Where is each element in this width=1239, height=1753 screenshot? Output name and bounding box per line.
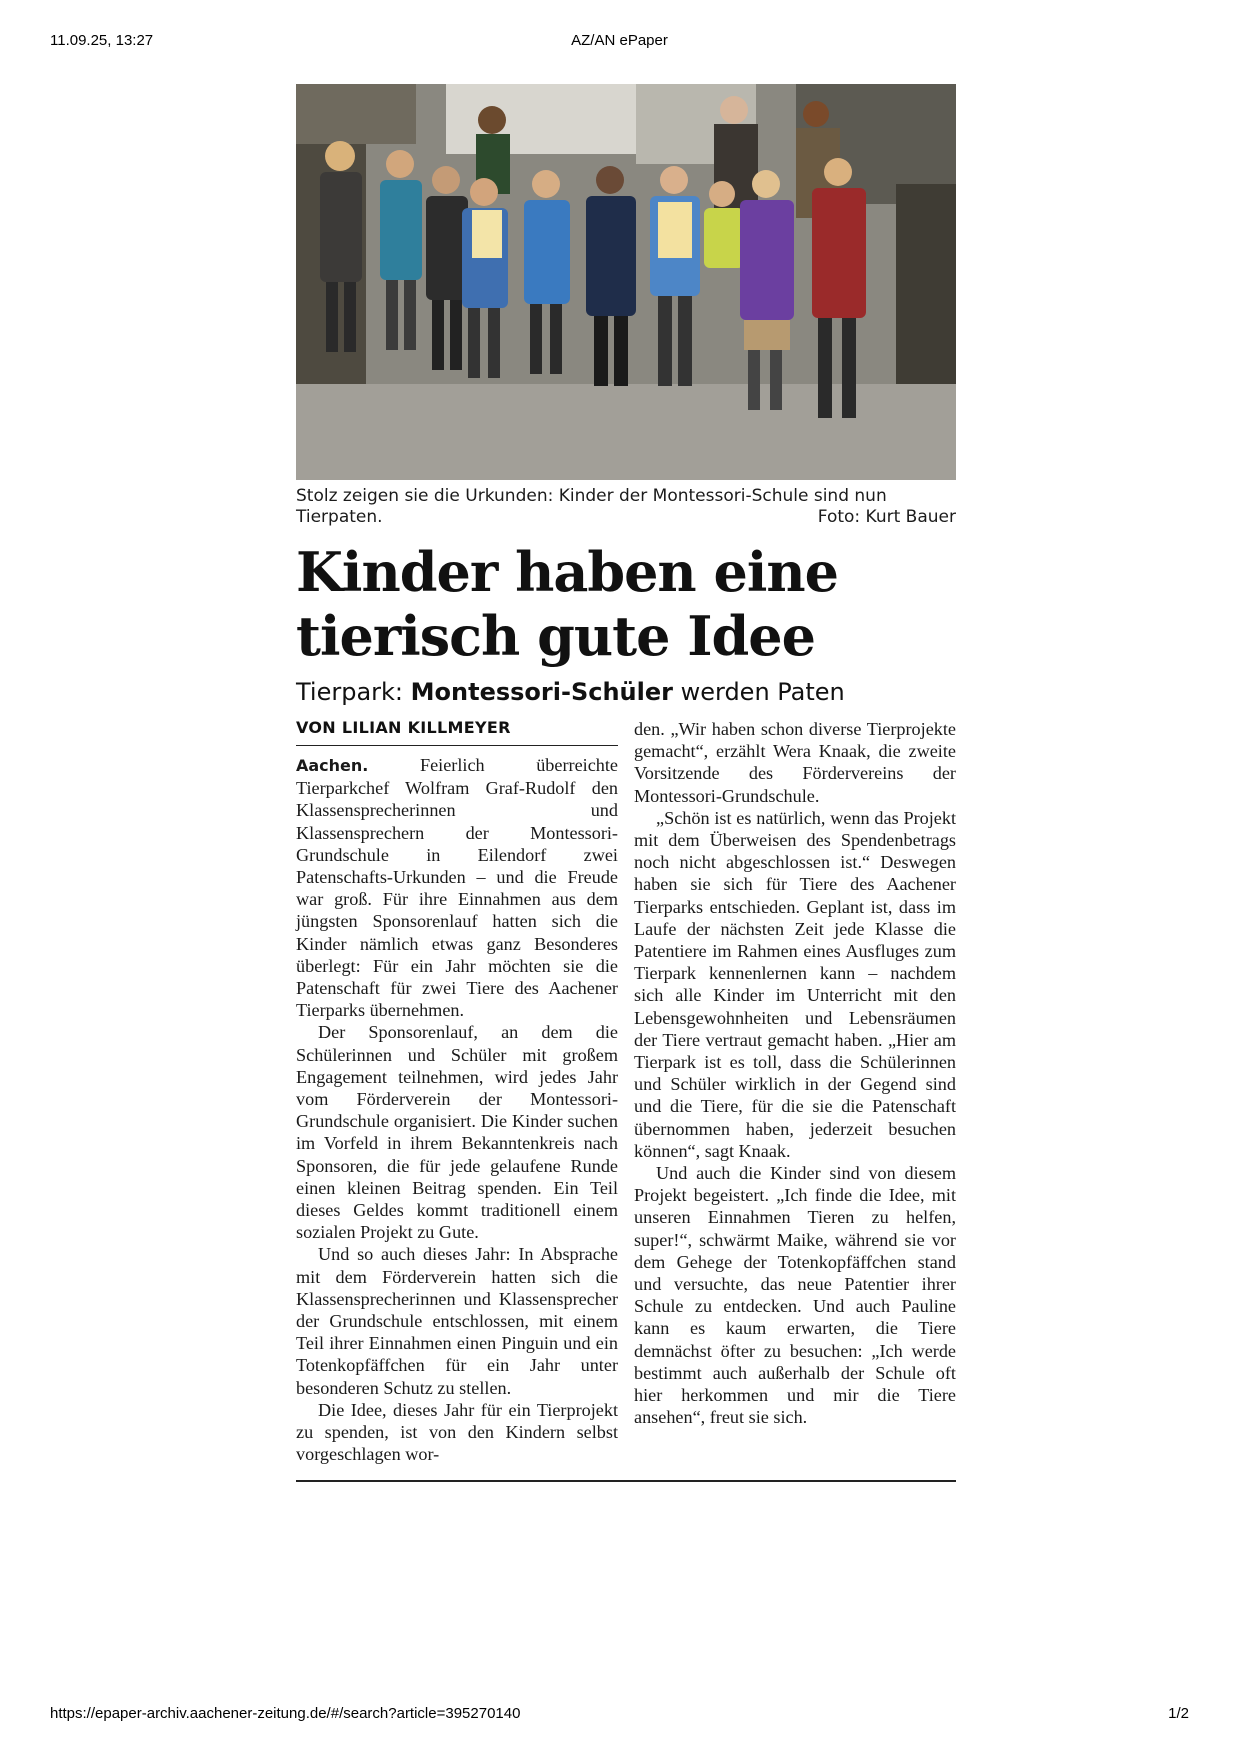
dateline: Aachen. [296,756,369,775]
print-title: AZ/AN ePaper [571,32,668,49]
print-header [50,32,1189,52]
subhead-suffix: werden Paten [672,678,845,706]
column-2 [634,718,956,1466]
article-subhead [296,678,956,706]
article-columns [296,718,956,1466]
byline: VON LILIAN KILLMEYER [296,718,618,746]
caption-text: Stolz zeigen sie die Urkunden: Kinder der Montessori-Schule sind nun Tierpaten. [296,486,887,527]
headline-line-1: Kinder haben eine [296,540,838,604]
paragraph: Der Sponsorenlauf, an dem die Schülerinnen und Schüler mit großem Engagement teilnehmen, wird jedes Jahr vom Förderverein der Montessori-Grundschule organisiert. Die Kinder suchen im Vorfeld in ihrem Bekanntenkreis nach Sponsoren, die für jede gelaufene Runde einen kleinen Beitrag spenden. Ein Teil dieses Geldes kommt traditionell einem sozialen Projekt zu Gute. [296,1022,618,1243]
article-headline [296,540,956,668]
paragraph-text: Feierlich überreichte Tierparkchef Wolfram Graf-Rudolf den Klassensprecherinnen und Klassensprechern der Montessori-Grundschule in Eilendorf zwei Patenschafts-Urkunden – und die Freude war groß. Für ihre Einnahmen aus dem jüngsten Sponsorenlauf hatten sich die Kinder nämlich etwas ganz Besonderes überlegt: Für ein Jahr möchten sie die Patenschaft für zwei Tiere des Aachener Tierparks übernehmen. [296,755,618,1021]
paragraph [296,754,618,1021]
photo-caption [296,486,956,528]
article-bottom-rule [296,1480,956,1482]
print-page-number: 1/2 [1168,1705,1189,1722]
print-footer [50,1705,1189,1725]
paragraph: Und so auch dieses Jahr: In Absprache mit dem Förderverein hatten sich die Klassensprecherinnen und Klassensprecher der Grundschule entschlossen, mit einem Teil ihrer Einnahmen einen Pinguin und ein Totenkopfäffchen für ein Jahr unter besonderen Schutz zu stellen. [296,1244,618,1398]
newspaper-article [296,84,956,1482]
print-datetime: 11.09.25, 13:27 [50,32,154,49]
column-2-text [634,718,956,1429]
paragraph: „Schön ist es natürlich, wenn das Projekt mit dem Überweisen des Spendenbetrags noch nicht abgeschlossen ist.“ Deswegen haben sie sich für Tiere des Aachener Tierparks entschieden. Geplant ist, dass im Laufe der nächsten Zeit jede Klasse die Patentiere im Rahmen eines Ausfluges zum Tierpark kennenlernen kann – nachdem sich alle Kinder im Unterricht mit den Lebensgewohnheiten und Lebensräumen der Tiere vertraut gemacht haben. „Hier am Tierpark ist es toll, dass die Schülerinnen und Schüler wirklich in der Gegend sind und die Tiere, für die sie die Patenschaft übernommen haben, jederzeit besuchen können“, sagt Knaak. [634,807,956,1161]
subhead-prefix: Tierpark: [296,678,411,706]
paragraph: Die Idee, dieses Jahr für ein Tierprojekt zu spenden, ist von den Kindern selbst vorgeschlagen wor- [296,1399,618,1465]
print-url[interactable]: https://epaper-archiv.aachener-zeitung.de/#/search?article=395270140 [50,1705,521,1722]
column-1-text [296,754,618,1466]
article-photo [296,84,956,480]
headline-line-2: tierisch gute Idee [296,604,815,668]
subhead-bold: Montessori-Schüler [410,678,673,706]
group-photo-illustration [296,84,956,480]
column-1 [296,718,618,1466]
photo-credit: Foto: Kurt Bauer [817,507,956,527]
paragraph: Und auch die Kinder sind von diesem Projekt begeistert. „Ich finde die Idee, mit unseren Einnahmen Tieren zu helfen, super!“, schwärmt Maike, während sie vor dem Gehege der Totenkopfäffchen stand und versuchte, das neue Patentier ihrer Schule zu entdecken. Und auch Pauline kann es kaum erwarten, die Tiere demnächst öfter zu besuchen: „Ich werde bestimmt auch außerhalb der Schule oft hier herkommen und mir die Tiere ansehen“, freut sie sich. [634,1163,956,1428]
paragraph: den. „Wir haben schon diverse Tierprojekte gemacht“, erzählt Wera Knaak, die zweite Vorsitzende des Fördervereins der Montessori-Grundschule. [634,719,956,806]
